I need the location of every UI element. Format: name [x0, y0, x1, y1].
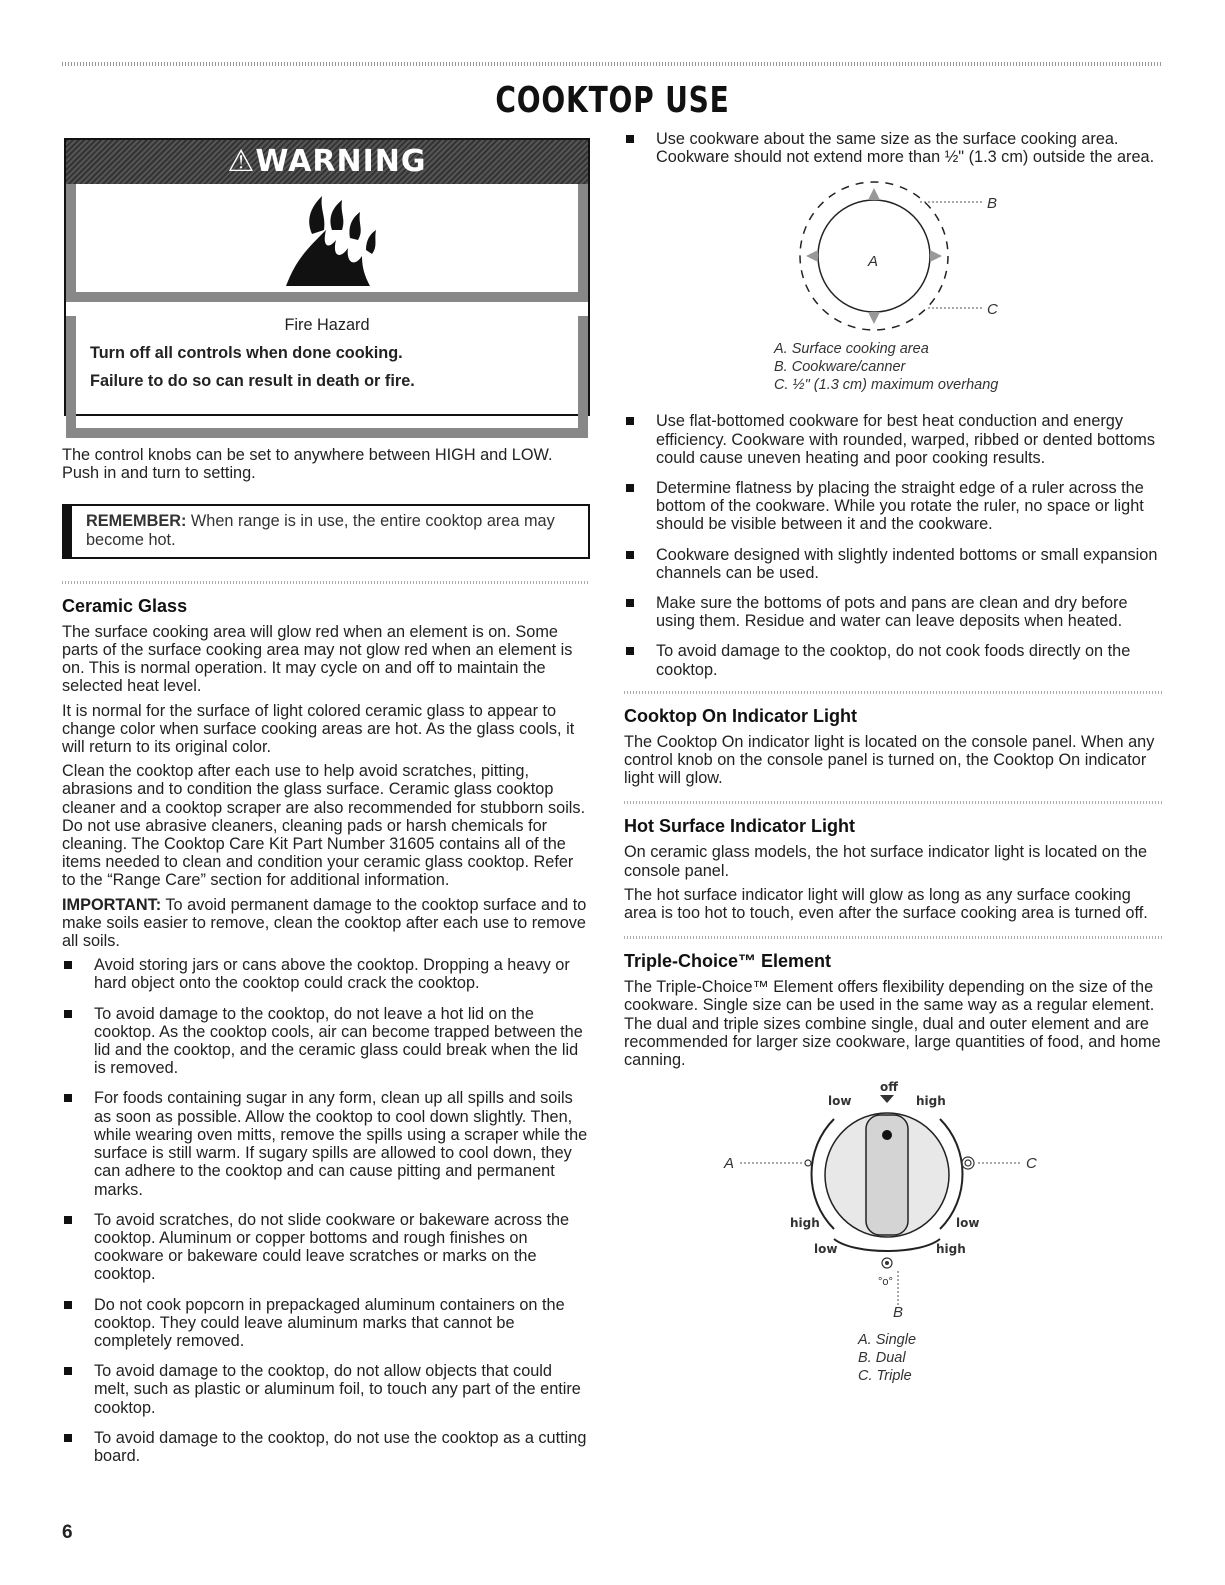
remember-text: When range is in use, the entire cooktop area may become hot.	[86, 512, 555, 549]
list-item: Cookware designed with slightly indented bottoms or small expansion channels can be used.	[624, 546, 1162, 582]
section-divider	[624, 801, 1162, 804]
knob-low-bottom-label: low	[814, 1242, 838, 1257]
triple-choice-paragraph: The Triple-Choice™ Element offers flexibility depending on the size of the cookware. Single size can be used in the same way as a regular element. The dual and triple sizes combine single, dual and outer element and are recommended for larger size cookware, large quantities of food, and home canning.	[624, 978, 1161, 1070]
fig1-label-c: C	[987, 301, 998, 319]
list-item: Use flat-bottomed cookware for best heat conduction and energy efficiency. Cookware with rounded, warped, ribbed or dented bottoms could cause uneven heating and poor cooking results.	[624, 412, 1162, 467]
hot-surface-heading: Hot Surface Indicator Light	[624, 816, 856, 837]
list-item: To avoid damage to the cooktop, do not leave a hot lid on the cooktop. As the cooktop cools, air can become trapped between the lid and the cooktop, and the ceramic glass could break when the lid is removed.	[62, 1005, 590, 1078]
fig1-captions	[774, 340, 1162, 394]
cookware-size-list	[624, 130, 1162, 166]
fig1-label-b: B	[987, 195, 998, 213]
warning-box	[64, 138, 590, 416]
indicator-heading: Cooktop On Indicator Light	[624, 705, 857, 726]
ceramic-paragraph-2: It is normal for the surface of light colored ceramic glass to appear to change color when surface cooking areas are hot. As the glass cools, it will return to its original color.	[62, 701, 575, 757]
important-text: To avoid permanent damage to the cooktop surface and to make soils easier to remove, clean the cooktop after each use to remove all soils.	[62, 895, 587, 951]
remember-box	[62, 504, 590, 558]
knob-label-a: A	[724, 1155, 735, 1173]
list-item: To avoid damage to the cooktop, do not use the cooktop as a cutting board.	[62, 1429, 590, 1465]
remember-label: REMEMBER:	[86, 512, 187, 531]
knob-diagram	[704, 1079, 1124, 1319]
caption-a: A. Surface cooking area	[774, 341, 929, 358]
ceramic-paragraph-3: Clean the cooktop after each use to help avoid scratches, pitting, abrasions and to condition the glass surface. Ceramic glass cooktop cleaner and a cooktop scraper are also recommended for stubborn soils. Do not use abrasive cleaners, cleaning pads or harsh chemicals for cleaning. The Cooktop Care Kit Part Number 31605 contains all of the items needed to clean and condition your ceramic glass cooktop. Refer to the “Range Care” section for additional information.	[62, 762, 586, 890]
hot-surface-paragraph-2: The hot surface indicator light will glow as long as any surface cooking area is too hot to touch, even after the surface cooking area is turned off.	[624, 885, 1148, 923]
section-divider	[624, 936, 1162, 939]
knob-label-c: C	[1026, 1155, 1037, 1173]
knob-high-bottom-label: high	[936, 1242, 966, 1257]
caption-single: A. Single	[858, 1332, 917, 1349]
cookware-overhang-diagram	[694, 170, 1114, 338]
knob-high-top-label: high	[916, 1094, 946, 1109]
section-divider	[62, 581, 590, 584]
indicator-paragraph: The Cooktop On indicator light is located on the console panel. When any control knob on the console panel is turned on, the Cooktop On indicator light will glow.	[624, 732, 1155, 788]
section-divider	[624, 691, 1162, 694]
warning-header	[66, 140, 588, 184]
fire-icon	[266, 190, 386, 290]
list-item: Do not cook popcorn in prepackaged aluminum containers on the cooktop. They could leave aluminum marks that cannot be completely removed.	[62, 1296, 590, 1351]
warning-header-text: WARNING	[255, 144, 427, 179]
fig1-label-a: A	[868, 253, 879, 271]
caption-c: C. ½" (1.3 cm) maximum overhang	[774, 377, 999, 394]
dual-symbol-icon: °o°	[878, 1276, 893, 1289]
list-item: Avoid storing jars or cans above the cooktop. Dropping a heavy or hard object onto the cooktop could crack the cooktop.	[62, 956, 590, 992]
important-paragraph	[62, 896, 590, 951]
important-label: IMPORTANT:	[62, 895, 162, 914]
warning-line-1: Turn off all controls when done cooking.	[90, 344, 403, 362]
list-item: Determine flatness by placing the straight edge of a ruler across the bottom of the cookware. While you rotate the ruler, no space or light should be visible between it and the cookware.	[624, 479, 1162, 534]
list-item: To avoid damage to the cooktop, do not cook foods directly on the cooktop.	[624, 642, 1162, 678]
page-number: 6	[62, 1522, 73, 1543]
warning-body	[66, 316, 588, 438]
knob-high-left-label: high	[790, 1216, 820, 1231]
knob-captions	[858, 1331, 1162, 1385]
warning-line-2: Failure to do so can result in death or fire.	[90, 372, 415, 390]
left-column	[62, 138, 590, 1477]
knob-off-label: off	[880, 1080, 898, 1095]
ceramic-heading: Ceramic Glass	[62, 595, 188, 616]
caption-dual: B. Dual	[858, 1350, 906, 1367]
caption-triple: C. Triple	[858, 1368, 912, 1385]
ceramic-paragraph-1: The surface cooking area will glow red when an element is on. Some parts of the surface cooking area may not glow red when an element is on. This is normal operation. It may cycle on and off to maintain the selected heat level.	[62, 622, 573, 696]
list-item: Make sure the bottoms of pots and pans are clean and dry before using them. Residue and water can leave deposits when heated.	[624, 594, 1162, 630]
hot-surface-paragraph-1: On ceramic glass models, the hot surface indicator light is located on the console panel.	[624, 843, 1148, 880]
hazard-title: Fire Hazard	[284, 316, 370, 334]
triple-choice-heading: Triple-Choice™ Element	[624, 951, 832, 972]
knob-low-top-label: low	[828, 1094, 852, 1109]
warning-icon-area	[66, 184, 588, 292]
ceramic-bullet-list	[62, 956, 590, 1465]
top-dotted-rule	[62, 62, 1162, 66]
list-item: To avoid damage to the cooktop, do not allow objects that could melt, such as plastic or aluminum foil, to touch any part of the entire cooktop.	[62, 1362, 590, 1417]
cookware-bullet-list	[624, 412, 1162, 678]
page-title: COOKTOP USE	[495, 80, 730, 121]
list-item: Use cookware about the same size as the surface cooking area. Cookware should not extend more than ½" (1.3 cm) outside the area.	[624, 130, 1162, 166]
knob-label-b: B	[893, 1304, 904, 1320]
right-column	[624, 130, 1162, 1385]
warning-divider	[66, 292, 588, 302]
list-item: To avoid scratches, do not slide cookware or bakeware across the cooktop. Aluminum or copper bottoms and rough finishes on cookware or bakeware could leave scratches or marks on the cooktop.	[62, 1211, 590, 1284]
list-item: For foods containing sugar in any form, clean up all spills and soils as soon as possible. Allow the cooktop to cool down slightly. Then, while wearing oven mitts, remove the spills using a scraper while the surface is still warm. If sugary spills are allowed to cool down, they can adhere to the cooktop and can cause pitting and permanent marks.	[62, 1089, 590, 1198]
warning-triangle-icon: ⚠	[227, 144, 256, 179]
knob-low-right-label: low	[956, 1216, 980, 1231]
caption-b: B. Cookware/canner	[774, 359, 906, 376]
intro-paragraph: The control knobs can be set to anywhere between HIGH and LOW. Push in and turn to setting.	[62, 446, 553, 483]
